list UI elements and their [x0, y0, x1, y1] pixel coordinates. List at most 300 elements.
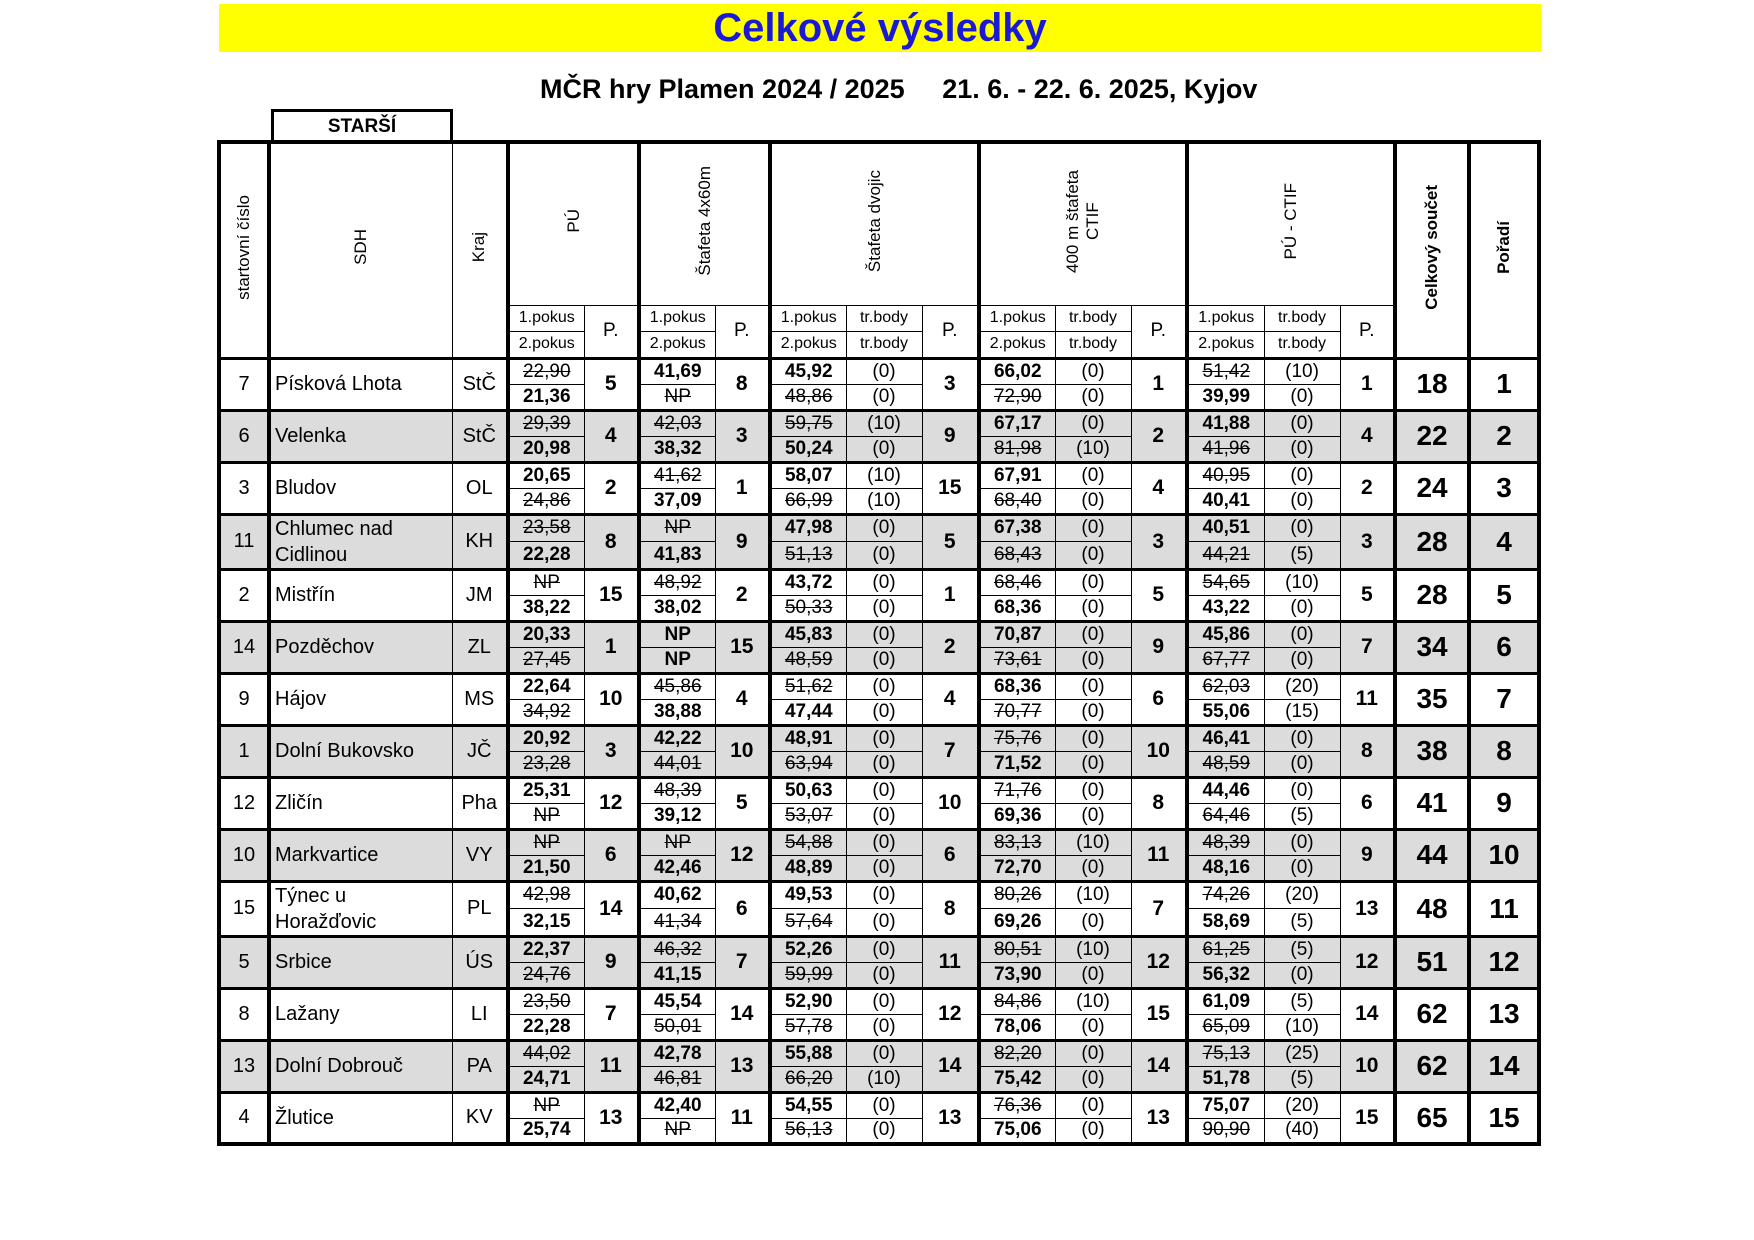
ct-attempt1: 76,36	[979, 1092, 1055, 1118]
ct-attempt2: 72,90	[979, 384, 1055, 410]
dv-penalty2: (0)	[846, 647, 922, 673]
dv-points: 13	[922, 1092, 979, 1144]
pc-penalty2: (0)	[1264, 855, 1340, 881]
page-title: Celkové výsledky	[713, 5, 1047, 50]
results-table	[217, 140, 1541, 1146]
pc-points: 2	[1340, 462, 1395, 514]
dv-attempt1: 52,90	[770, 988, 846, 1014]
rank: 10	[1469, 829, 1539, 881]
dv-attempt2: 57,64	[770, 909, 846, 937]
st-attempt1: NP	[639, 514, 715, 542]
header-start-no	[219, 142, 269, 358]
ct-penalty2: (0)	[1055, 647, 1131, 673]
header-st-pokus1: 1.pokus	[639, 305, 715, 331]
pc-attempt2: 48,16	[1187, 855, 1264, 881]
pu-points: 5	[584, 358, 639, 410]
ct-attempt1: 67,38	[979, 514, 1055, 542]
pc-attempt1: 44,46	[1187, 777, 1264, 803]
pc-attempt2: 43,22	[1187, 595, 1264, 621]
kraj-code: OL	[452, 462, 508, 514]
ct-attempt2: 73,61	[979, 647, 1055, 673]
ct-points: 14	[1131, 1040, 1187, 1092]
dv-penalty2: (10)	[846, 488, 922, 514]
header-pu-pokus2: 2.pokus	[508, 331, 584, 358]
ct-points: 11	[1131, 829, 1187, 881]
dv-attempt2: 59,99	[770, 962, 846, 988]
pc-penalty2: (15)	[1264, 699, 1340, 725]
total-score: 28	[1395, 514, 1469, 569]
dv-penalty2: (0)	[846, 436, 922, 462]
rank: 4	[1469, 514, 1539, 569]
table-row	[219, 936, 1539, 962]
pu-attempt2: 20,98	[508, 436, 584, 462]
header-ct-pokus1: 1.pokus	[979, 305, 1055, 331]
ct-penalty1: (10)	[1055, 988, 1131, 1014]
st-attempt2: 42,46	[639, 855, 715, 881]
table-row	[219, 1040, 1539, 1066]
pc-points: 3	[1340, 514, 1395, 569]
pc-penalty1: (20)	[1264, 1092, 1340, 1118]
ct-attempt1: 70,87	[979, 621, 1055, 647]
header-pc-trbody1: tr.body	[1264, 305, 1340, 331]
pu-attempt1: 42,98	[508, 881, 584, 909]
pc-penalty1: (5)	[1264, 936, 1340, 962]
pc-attempt2: 55,06	[1187, 699, 1264, 725]
pc-attempt1: 40,51	[1187, 514, 1264, 542]
dv-points: 2	[922, 621, 979, 673]
sdh-name: Lažany	[269, 988, 452, 1040]
pu-attempt1: NP	[508, 1092, 584, 1118]
st-attempt1: 48,92	[639, 569, 715, 595]
ct-attempt2: 75,06	[979, 1118, 1055, 1144]
pc-attempt1: 48,39	[1187, 829, 1264, 855]
pc-penalty1: (0)	[1264, 829, 1340, 855]
rank: 13	[1469, 988, 1539, 1040]
header-ctif-400-line1: 400 m štafeta	[1063, 169, 1083, 273]
pc-penalty1: (25)	[1264, 1040, 1340, 1066]
pu-points: 1	[584, 621, 639, 673]
dv-attempt2: 57,78	[770, 1014, 846, 1040]
ct-points: 9	[1131, 621, 1187, 673]
pu-attempt2: 23,28	[508, 751, 584, 777]
st-points: 12	[715, 829, 770, 881]
sdh-name: Týnec u Horažďovic	[269, 881, 452, 936]
ct-penalty2: (0)	[1055, 855, 1131, 881]
kraj-code: VY	[452, 829, 508, 881]
header-ctif-400-line2: CTIF	[1083, 202, 1103, 241]
rank: 2	[1469, 410, 1539, 462]
pc-attempt2: 65,09	[1187, 1014, 1264, 1040]
header-pc-p: P.	[1340, 305, 1395, 358]
pu-attempt2: 22,28	[508, 542, 584, 570]
start-number: 6	[219, 410, 269, 462]
pu-points: 3	[584, 725, 639, 777]
dv-attempt1: 43,72	[770, 569, 846, 595]
st-attempt2: NP	[639, 647, 715, 673]
dv-points: 1	[922, 569, 979, 621]
pu-points: 14	[584, 881, 639, 936]
pc-penalty2: (0)	[1264, 436, 1340, 462]
rank: 15	[1469, 1092, 1539, 1144]
ct-penalty1: (0)	[1055, 514, 1131, 542]
st-attempt2: 38,88	[639, 699, 715, 725]
start-number: 9	[219, 673, 269, 725]
ct-points: 8	[1131, 777, 1187, 829]
sdh-name: Bludov	[269, 462, 452, 514]
kraj-code: PA	[452, 1040, 508, 1092]
dv-penalty2: (0)	[846, 962, 922, 988]
header-dv-trbody1: tr.body	[846, 305, 922, 331]
ct-penalty2: (0)	[1055, 595, 1131, 621]
sdh-name: Dolní Dobrouč	[269, 1040, 452, 1092]
ct-points: 15	[1131, 988, 1187, 1040]
ct-penalty2: (0)	[1055, 384, 1131, 410]
st-points: 6	[715, 881, 770, 936]
total-score: 65	[1395, 1092, 1469, 1144]
dv-attempt1: 58,07	[770, 462, 846, 488]
pc-penalty2: (5)	[1264, 803, 1340, 829]
header-st-pokus2: 2.pokus	[639, 331, 715, 358]
total-score: 62	[1395, 988, 1469, 1040]
dv-penalty2: (10)	[846, 1066, 922, 1092]
pu-points: 9	[584, 936, 639, 988]
pu-attempt1: 22,37	[508, 936, 584, 962]
pc-attempt1: 46,41	[1187, 725, 1264, 751]
dv-points: 12	[922, 988, 979, 1040]
dv-points: 3	[922, 358, 979, 410]
pc-points: 14	[1340, 988, 1395, 1040]
dv-attempt2: 63,94	[770, 751, 846, 777]
pc-penalty2: (0)	[1264, 595, 1340, 621]
ct-attempt1: 66,02	[979, 358, 1055, 384]
pu-attempt2: 21,36	[508, 384, 584, 410]
header-total	[1395, 142, 1469, 358]
table-row	[219, 358, 1539, 384]
pc-penalty1: (0)	[1264, 514, 1340, 542]
table-row	[219, 673, 1539, 699]
pu-attempt1: 22,64	[508, 673, 584, 699]
st-points: 7	[715, 936, 770, 988]
start-number: 3	[219, 462, 269, 514]
dv-penalty1: (0)	[846, 569, 922, 595]
ct-attempt2: 68,40	[979, 488, 1055, 514]
pc-penalty1: (10)	[1264, 358, 1340, 384]
pc-attempt1: 74,26	[1187, 881, 1264, 909]
st-attempt1: 45,86	[639, 673, 715, 699]
pu-points: 15	[584, 569, 639, 621]
ct-points: 5	[1131, 569, 1187, 621]
pc-attempt2: 64,46	[1187, 803, 1264, 829]
start-number: 5	[219, 936, 269, 988]
ct-attempt1: 68,36	[979, 673, 1055, 699]
dv-penalty2: (0)	[846, 1118, 922, 1144]
pc-attempt2: 48,59	[1187, 751, 1264, 777]
ct-penalty2: (0)	[1055, 751, 1131, 777]
ct-attempt1: 68,46	[979, 569, 1055, 595]
pc-points: 5	[1340, 569, 1395, 621]
st-attempt1: 42,03	[639, 410, 715, 436]
dv-penalty2: (0)	[846, 384, 922, 410]
total-score: 62	[1395, 1040, 1469, 1092]
pu-attempt2: 25,74	[508, 1118, 584, 1144]
dv-attempt1: 59,75	[770, 410, 846, 436]
pc-penalty2: (10)	[1264, 1014, 1340, 1040]
ct-penalty2: (0)	[1055, 699, 1131, 725]
dv-points: 9	[922, 410, 979, 462]
pu-attempt2: 32,15	[508, 909, 584, 937]
pu-attempt2: 21,50	[508, 855, 584, 881]
pu-attempt2: 24,86	[508, 488, 584, 514]
header-pc-pokus2: 2.pokus	[1187, 331, 1264, 358]
dv-attempt1: 52,26	[770, 936, 846, 962]
dv-penalty1: (0)	[846, 936, 922, 962]
pc-penalty2: (5)	[1264, 909, 1340, 937]
st-attempt1: NP	[639, 829, 715, 855]
ct-attempt1: 80,51	[979, 936, 1055, 962]
st-attempt2: 37,09	[639, 488, 715, 514]
st-attempt2: 46,81	[639, 1066, 715, 1092]
dv-attempt1: 45,92	[770, 358, 846, 384]
pc-attempt2: 67,77	[1187, 647, 1264, 673]
kraj-code: StČ	[452, 358, 508, 410]
st-points: 2	[715, 569, 770, 621]
st-attempt2: 41,83	[639, 542, 715, 570]
pc-attempt1: 54,65	[1187, 569, 1264, 595]
dv-penalty2: (0)	[846, 803, 922, 829]
table-row	[219, 725, 1539, 751]
ct-attempt1: 80,26	[979, 881, 1055, 909]
pu-points: 10	[584, 673, 639, 725]
dv-penalty2: (0)	[846, 1014, 922, 1040]
rank: 3	[1469, 462, 1539, 514]
ct-points: 3	[1131, 514, 1187, 569]
dv-attempt2: 48,86	[770, 384, 846, 410]
ct-penalty1: (10)	[1055, 829, 1131, 855]
st-attempt2: 38,02	[639, 595, 715, 621]
total-score: 22	[1395, 410, 1469, 462]
kraj-code: ÚS	[452, 936, 508, 988]
results-body	[219, 358, 1539, 1144]
pu-points: 4	[584, 410, 639, 462]
pc-penalty1: (0)	[1264, 621, 1340, 647]
pu-attempt2: 38,22	[508, 595, 584, 621]
dv-penalty2: (0)	[846, 855, 922, 881]
pu-attempt2: 27,45	[508, 647, 584, 673]
st-points: 1	[715, 462, 770, 514]
sdh-name: Zličín	[269, 777, 452, 829]
title-bar	[219, 4, 1541, 52]
ct-penalty1: (0)	[1055, 1040, 1131, 1066]
header-ct-trbody1: tr.body	[1055, 305, 1131, 331]
table-row	[219, 462, 1539, 488]
header-rank-label: Pořadí	[1494, 220, 1514, 274]
dv-penalty2: (0)	[846, 909, 922, 937]
dv-points: 10	[922, 777, 979, 829]
st-attempt1: 48,39	[639, 777, 715, 803]
dv-attempt1: 55,88	[770, 1040, 846, 1066]
ct-penalty1: (0)	[1055, 1092, 1131, 1118]
start-number: 14	[219, 621, 269, 673]
kraj-code: Pha	[452, 777, 508, 829]
header-dv-trbody2: tr.body	[846, 331, 922, 358]
rank: 12	[1469, 936, 1539, 988]
dv-penalty1: (0)	[846, 988, 922, 1014]
dv-penalty1: (0)	[846, 777, 922, 803]
pc-attempt1: 61,25	[1187, 936, 1264, 962]
header-pu-p: P.	[584, 305, 639, 358]
pu-attempt2: NP	[508, 803, 584, 829]
st-attempt2: NP	[639, 1118, 715, 1144]
kraj-code: JČ	[452, 725, 508, 777]
st-points: 15	[715, 621, 770, 673]
ct-penalty1: (0)	[1055, 358, 1131, 384]
pc-penalty2: (0)	[1264, 647, 1340, 673]
dv-penalty2: (0)	[846, 542, 922, 570]
header-pu-pokus1: 1.pokus	[508, 305, 584, 331]
pc-penalty1: (0)	[1264, 725, 1340, 751]
ct-penalty1: (0)	[1055, 621, 1131, 647]
dv-attempt2: 47,44	[770, 699, 846, 725]
dv-points: 15	[922, 462, 979, 514]
dv-attempt1: 50,63	[770, 777, 846, 803]
dv-penalty1: (0)	[846, 673, 922, 699]
st-attempt1: 42,78	[639, 1040, 715, 1066]
ct-attempt1: 84,86	[979, 988, 1055, 1014]
st-attempt1: 45,54	[639, 988, 715, 1014]
header-stafeta-4x60-label: Štafeta 4x60m	[694, 166, 714, 277]
pc-penalty2: (0)	[1264, 488, 1340, 514]
ct-attempt1: 71,76	[979, 777, 1055, 803]
st-attempt2: 41,15	[639, 962, 715, 988]
header-ct-trbody2: tr.body	[1055, 331, 1131, 358]
dv-attempt1: 47,98	[770, 514, 846, 542]
header-sdh-label: SDH	[351, 229, 371, 266]
pc-attempt1: 61,09	[1187, 988, 1264, 1014]
pc-attempt2: 58,69	[1187, 909, 1264, 937]
start-number: 1	[219, 725, 269, 777]
sdh-name: Písková Lhota	[269, 358, 452, 410]
ct-penalty2: (0)	[1055, 1014, 1131, 1040]
sdh-name: Velenka	[269, 410, 452, 462]
ct-penalty2: (0)	[1055, 1118, 1131, 1144]
rank: 6	[1469, 621, 1539, 673]
pc-points: 10	[1340, 1040, 1395, 1092]
st-attempt2: 41,34	[639, 909, 715, 937]
total-score: 41	[1395, 777, 1469, 829]
start-number: 12	[219, 777, 269, 829]
kraj-code: JM	[452, 569, 508, 621]
total-score: 35	[1395, 673, 1469, 725]
rank: 5	[1469, 569, 1539, 621]
ct-penalty2: (0)	[1055, 542, 1131, 570]
st-attempt2: 50,01	[639, 1014, 715, 1040]
header-stafeta-dvojic-label: Štafeta dvojic	[864, 170, 884, 273]
st-attempt1: 40,62	[639, 881, 715, 909]
ct-attempt2: 71,52	[979, 751, 1055, 777]
dv-attempt2: 48,89	[770, 855, 846, 881]
pu-attempt1: 23,58	[508, 514, 584, 542]
header-kraj	[452, 142, 508, 358]
pu-points: 12	[584, 777, 639, 829]
pc-penalty2: (0)	[1264, 962, 1340, 988]
category-label: STARŠÍ	[271, 109, 453, 140]
st-points: 14	[715, 988, 770, 1040]
ct-attempt2: 69,26	[979, 909, 1055, 937]
pc-attempt1: 51,42	[1187, 358, 1264, 384]
st-attempt1: 41,69	[639, 358, 715, 384]
pu-attempt1: 44,02	[508, 1040, 584, 1066]
pu-attempt1: NP	[508, 569, 584, 595]
table-row	[219, 621, 1539, 647]
total-score: 24	[1395, 462, 1469, 514]
header-pu-label: PÚ	[563, 209, 583, 234]
header-ctif-400	[979, 142, 1187, 305]
ct-attempt2: 70,77	[979, 699, 1055, 725]
ct-attempt1: 67,91	[979, 462, 1055, 488]
dv-attempt2: 53,07	[770, 803, 846, 829]
ct-attempt1: 67,17	[979, 410, 1055, 436]
ct-points: 13	[1131, 1092, 1187, 1144]
header-stafeta-dvojic	[770, 142, 979, 305]
start-number: 7	[219, 358, 269, 410]
table-row	[219, 881, 1539, 909]
ct-attempt2: 73,90	[979, 962, 1055, 988]
dv-attempt1: 54,88	[770, 829, 846, 855]
st-attempt1: NP	[639, 621, 715, 647]
pc-attempt2: 51,78	[1187, 1066, 1264, 1092]
ct-penalty1: (0)	[1055, 462, 1131, 488]
pc-penalty2: (40)	[1264, 1118, 1340, 1144]
dv-penalty1: (0)	[846, 358, 922, 384]
dv-penalty1: (10)	[846, 462, 922, 488]
rank: 11	[1469, 881, 1539, 936]
dv-penalty2: (0)	[846, 699, 922, 725]
header-pu	[508, 142, 639, 305]
pu-attempt1: NP	[508, 829, 584, 855]
dv-attempt2: 50,33	[770, 595, 846, 621]
pu-points: 11	[584, 1040, 639, 1092]
ct-penalty1: (10)	[1055, 936, 1131, 962]
table-row	[219, 988, 1539, 1014]
table-row	[219, 410, 1539, 436]
kraj-code: PL	[452, 881, 508, 936]
header-ct-pokus2: 2.pokus	[979, 331, 1055, 358]
pc-points: 9	[1340, 829, 1395, 881]
pc-attempt1: 41,88	[1187, 410, 1264, 436]
ct-penalty2: (0)	[1055, 803, 1131, 829]
dv-penalty1: (0)	[846, 514, 922, 542]
ct-penalty1: (0)	[1055, 777, 1131, 803]
header-stafeta-4x60	[639, 142, 770, 305]
dv-penalty1: (0)	[846, 1092, 922, 1118]
header-kraj-label: Kraj	[469, 232, 489, 263]
pc-penalty1: (20)	[1264, 881, 1340, 909]
header-dv-pokus1: 1.pokus	[770, 305, 846, 331]
dv-penalty2: (0)	[846, 751, 922, 777]
ct-points: 2	[1131, 410, 1187, 462]
total-score: 48	[1395, 881, 1469, 936]
st-points: 3	[715, 410, 770, 462]
pc-penalty1: (0)	[1264, 462, 1340, 488]
st-attempt1: 42,22	[639, 725, 715, 751]
pc-penalty2: (5)	[1264, 1066, 1340, 1092]
kraj-code: KH	[452, 514, 508, 569]
pc-attempt1: 75,07	[1187, 1092, 1264, 1118]
pc-points: 6	[1340, 777, 1395, 829]
ct-penalty2: (0)	[1055, 962, 1131, 988]
pc-attempt2: 90,90	[1187, 1118, 1264, 1144]
pc-points: 13	[1340, 881, 1395, 936]
